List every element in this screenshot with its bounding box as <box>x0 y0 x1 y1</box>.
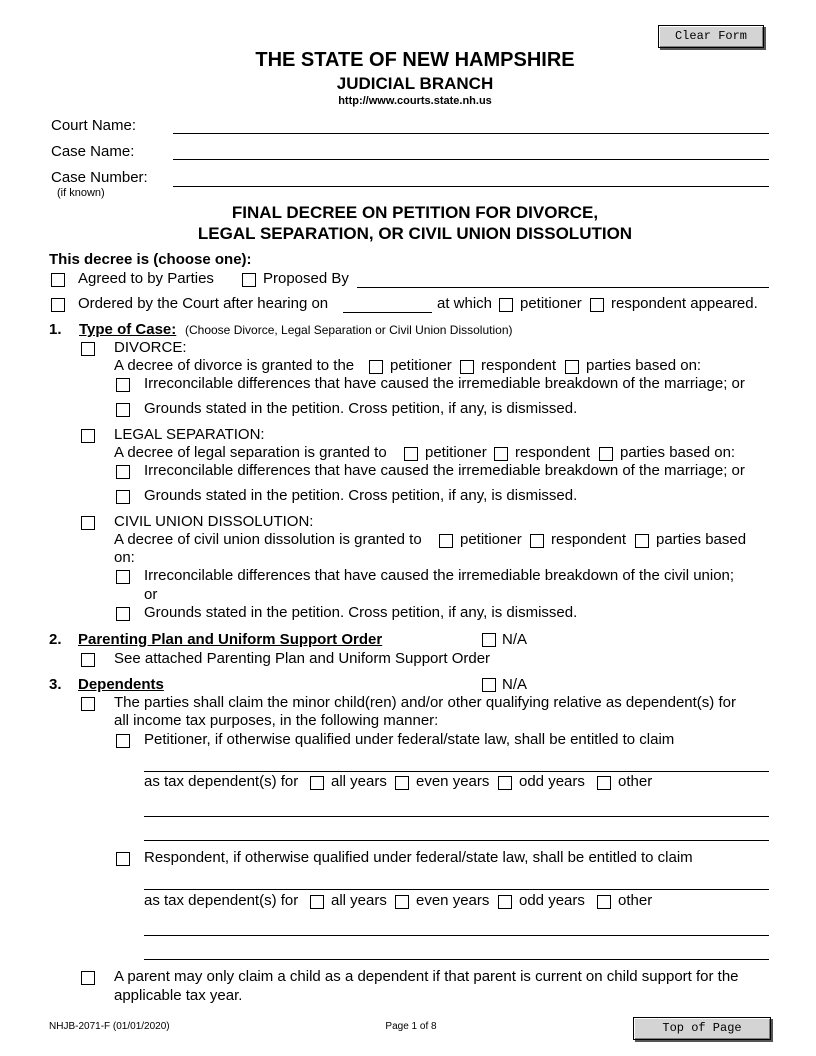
petitioner-even-years-checkbox[interactable] <box>395 776 409 790</box>
section3-heading: Dependents <box>78 676 164 693</box>
legal-grounds-checkbox[interactable] <box>116 490 130 504</box>
civil-irreconcilable-label: Irreconcilable differences that have caused the irremediable breakdown of the civil union; <box>144 567 735 584</box>
civil-grounds-label: Grounds stated in the petition. Cross petition, if any, is dismissed. <box>144 604 578 621</box>
see-attached-label: See attached Parenting Plan and Uniform Support Order <box>114 650 491 667</box>
clear-form-button[interactable]: Clear Form <box>658 25 764 48</box>
case-name-label: Case Name: <box>51 143 135 160</box>
court-url: http://www.courts.state.nh.us <box>338 95 492 107</box>
petitioner-even-years-label: even years <box>416 773 490 790</box>
top-of-page-button[interactable]: Top of Page <box>633 1017 771 1040</box>
divorce-parties-checkbox[interactable] <box>565 360 579 374</box>
case-number-field[interactable] <box>173 186 769 187</box>
respondent-all-years-label: all years <box>331 892 387 909</box>
branch-heading: JUDICIAL BRANCH <box>336 74 494 93</box>
state-heading: THE STATE OF NEW HAMPSHIRE <box>255 49 575 71</box>
section1-note: (Choose Divorce, Legal Separation or Civil Union Dissolution) <box>185 323 513 337</box>
petitioner-other-field-2[interactable] <box>144 840 769 841</box>
divorce-irreconcilable-checkbox[interactable] <box>116 378 130 392</box>
respondent-other-field-2[interactable] <box>144 959 769 960</box>
section3-na-checkbox[interactable] <box>482 678 496 692</box>
legal-respondent-label: respondent <box>515 444 591 461</box>
respondent-even-years-checkbox[interactable] <box>395 895 409 909</box>
civil-respondent-checkbox[interactable] <box>530 534 544 548</box>
petitioner-claim-label: Petitioner, if otherwise qualified under federal/state law, shall be entitled to claim <box>144 731 675 748</box>
section2-na-checkbox[interactable] <box>482 633 496 647</box>
form-id: NHJB-2071-F (01/01/2020) <box>49 1021 170 1032</box>
legal-petitioner-label: petitioner <box>425 444 487 461</box>
legal-irreconcilable-checkbox[interactable] <box>116 465 130 479</box>
divorce-irreconcilable-label: Irreconcilable differences that have caused the irremediable breakdown of the marriage; or <box>144 375 745 392</box>
respondent-tax-dep-label: as tax dependent(s) for <box>144 892 299 909</box>
legal-parties-label: parties based on: <box>620 444 736 461</box>
civil-parties-checkbox[interactable] <box>635 534 649 548</box>
section3-number: 3. <box>49 676 62 693</box>
respondent-appeared-label: respondent appeared. <box>611 295 758 312</box>
parent-current-text1: A parent may only claim a child as a dependent if that parent is current on child support for the <box>114 968 739 985</box>
civil-petitioner-checkbox[interactable] <box>439 534 453 548</box>
divorce-respondent-checkbox[interactable] <box>460 360 474 374</box>
civil-granted-text: A decree of civil union dissolution is granted to <box>114 531 422 548</box>
respondent-other-label: other <box>618 892 653 909</box>
petitioner-claim-checkbox[interactable] <box>116 734 130 748</box>
case-name-field[interactable] <box>173 159 769 160</box>
decree-heading: This decree is (choose one): <box>49 251 252 268</box>
civil-petitioner-label: petitioner <box>460 531 522 548</box>
petitioner-other-checkbox[interactable] <box>597 776 611 790</box>
respondent-odd-years-label: odd years <box>519 892 585 909</box>
section2-heading: Parenting Plan and Uniform Support Order <box>78 631 383 648</box>
court-name-label: Court Name: <box>51 117 137 134</box>
divorce-grounds-checkbox[interactable] <box>116 403 130 417</box>
petitioner-all-years-label: all years <box>331 773 387 790</box>
petitioner-odd-years-checkbox[interactable] <box>498 776 512 790</box>
civil-union-label: CIVIL UNION DISSOLUTION: <box>114 513 314 530</box>
divorce-petitioner-checkbox[interactable] <box>369 360 383 374</box>
petitioner-appeared-label: petitioner <box>520 295 582 312</box>
section1-number: 1. <box>49 321 62 338</box>
civil-union-checkbox[interactable] <box>81 516 95 530</box>
see-attached-checkbox[interactable] <box>81 653 95 667</box>
page-number: Page 1 of 8 <box>385 1021 437 1032</box>
parent-current-text2: applicable tax year. <box>114 987 243 1004</box>
parties-claim-text1: The parties shall claim the minor child(ren) and/or other qualifying relative as dependent(s) for <box>114 694 736 711</box>
section3-na-label: N/A <box>502 676 528 693</box>
legal-irreconcilable-label: Irreconcilable differences that have caused the irremediable breakdown of the marriage; or <box>144 462 745 479</box>
divorce-checkbox[interactable] <box>81 342 95 356</box>
section1-heading: Type of Case: <box>79 321 177 338</box>
parties-claim-checkbox[interactable] <box>81 697 95 711</box>
respondent-claim-label: Respondent, if otherwise qualified under federal/state law, shall be entitled to claim <box>144 849 693 866</box>
legal-separation-checkbox[interactable] <box>81 429 95 443</box>
proposed-by-checkbox[interactable] <box>242 273 256 287</box>
section2-number: 2. <box>49 631 62 648</box>
divorce-grounds-label: Grounds stated in the petition. Cross petition, if any, is dismissed. <box>144 400 578 417</box>
respondent-dependents-field[interactable] <box>144 889 769 890</box>
petitioner-other-field-1[interactable] <box>144 816 769 817</box>
petitioner-other-label: other <box>618 773 653 790</box>
respondent-other-field-1[interactable] <box>144 935 769 936</box>
case-number-label: Case Number: <box>51 169 148 186</box>
divorce-parties-label: parties based on: <box>586 357 702 374</box>
parties-claim-text2: all income tax purposes, in the following manner: <box>114 712 439 729</box>
court-name-field[interactable] <box>173 133 769 134</box>
legal-separation-label: LEGAL SEPARATION: <box>114 426 265 443</box>
agreed-label: Agreed to by Parties <box>78 270 214 287</box>
ordered-label: Ordered by the Court after hearing on <box>78 295 329 312</box>
civil-parties-label: parties based <box>656 531 747 548</box>
respondent-appeared-checkbox[interactable] <box>590 298 604 312</box>
legal-parties-checkbox[interactable] <box>599 447 613 461</box>
respondent-other-checkbox[interactable] <box>597 895 611 909</box>
petitioner-dependents-field[interactable] <box>144 771 769 772</box>
at-which-label: at which <box>437 295 493 312</box>
civil-irreconcilable-or: or <box>144 586 158 603</box>
legal-granted-text: A decree of legal separation is granted to <box>114 444 387 461</box>
respondent-all-years-checkbox[interactable] <box>310 895 324 909</box>
proposed-by-label: Proposed By <box>263 270 349 287</box>
ordered-checkbox[interactable] <box>51 298 65 312</box>
civil-irreconcilable-checkbox[interactable] <box>116 570 130 584</box>
agreed-checkbox[interactable] <box>51 273 65 287</box>
form-title-line1: FINAL DECREE ON PETITION FOR DIVORCE, <box>231 203 599 222</box>
divorce-respondent-label: respondent <box>481 357 557 374</box>
petitioner-all-years-checkbox[interactable] <box>310 776 324 790</box>
respondent-odd-years-checkbox[interactable] <box>498 895 512 909</box>
if-known-note: (if known) <box>57 187 105 199</box>
divorce-label: DIVORCE: <box>114 339 187 356</box>
legal-respondent-checkbox[interactable] <box>494 447 508 461</box>
civil-respondent-label: respondent <box>551 531 627 548</box>
civil-grounds-checkbox[interactable] <box>116 607 130 621</box>
respondent-even-years-label: even years <box>416 892 490 909</box>
divorce-granted-text: A decree of divorce is granted to the <box>114 357 355 374</box>
form-title-line2: LEGAL SEPARATION, OR CIVIL UNION DISSOLUTION <box>197 224 633 243</box>
petitioner-tax-dep-label: as tax dependent(s) for <box>144 773 299 790</box>
hearing-date-field[interactable] <box>343 312 432 313</box>
petitioner-odd-years-label: odd years <box>519 773 585 790</box>
section2-na-label: N/A <box>502 631 528 648</box>
legal-grounds-label: Grounds stated in the petition. Cross petition, if any, is dismissed. <box>144 487 578 504</box>
legal-petitioner-checkbox[interactable] <box>404 447 418 461</box>
divorce-petitioner-label: petitioner <box>390 357 452 374</box>
civil-on-text: on: <box>114 549 135 566</box>
parent-current-checkbox[interactable] <box>81 971 95 985</box>
petitioner-appeared-checkbox[interactable] <box>499 298 513 312</box>
respondent-claim-checkbox[interactable] <box>116 852 130 866</box>
proposed-by-field[interactable] <box>357 287 769 288</box>
